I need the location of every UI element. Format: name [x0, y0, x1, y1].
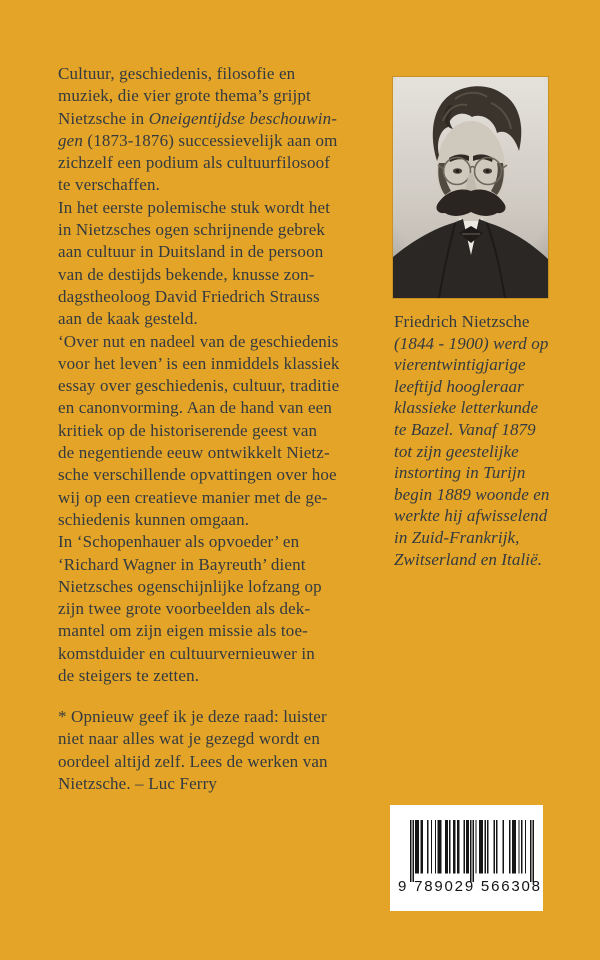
text-line: instorting in Turijn: [394, 463, 526, 483]
text-line: oordeel altijd zelf. Lees de werken van: [58, 751, 328, 771]
text-line: van de destijds bekende, knusse zon-: [58, 264, 315, 284]
text-line: wij op een creatieve manier met de ge-: [58, 487, 328, 507]
barcode-number: 9 789029 566308: [398, 878, 542, 895]
text-line: werkte hij afwisselend: [394, 506, 548, 526]
text-line: muziek, die vier grote thema’s grijpt: [58, 86, 311, 106]
portrait-illustration: [393, 77, 548, 298]
text-line: kritiek op de historiserende geest van: [58, 420, 318, 440]
text-line: schiedenis kunnen omgaan.: [58, 509, 250, 529]
pupil-left: [456, 169, 460, 173]
text-line: in Nietzsches ogen schrijnende gebrek: [58, 220, 326, 240]
text-line: essay over geschiedenis, cultuur, traditie: [58, 376, 340, 396]
text-line: vierentwintigjarige: [394, 355, 526, 375]
text-line: voor het leven’ is een inmiddels klassiek: [58, 353, 340, 373]
text-line: leeftijd hoogleraar: [394, 376, 524, 396]
text-line: te Bazel. Vanaf 1879: [394, 419, 536, 439]
pupil-right: [486, 169, 490, 173]
barcode-bars: [410, 820, 534, 882]
text-line: de negentiende eeuw ontwikkelt Nietz-: [58, 443, 330, 463]
barcode: [390, 805, 543, 911]
text-line: aan de kaak gesteld.: [58, 309, 198, 329]
blurb-text: [58, 63, 340, 687]
text-line: Nietzsches ogenschijnlijke lofzang op: [58, 576, 322, 596]
text-line: in Zuid-Frankrijk,: [394, 527, 520, 547]
text-line: tot zijn geestelijke: [394, 441, 519, 461]
text-line: ‘Over nut en nadeel van de geschiedenis: [58, 331, 339, 351]
text-line: In het eerste polemische stuk wordt het: [58, 197, 331, 217]
text-line: klassieke letterkunde: [394, 398, 539, 418]
text-line: mantel om zijn eigen missie als toe-: [58, 621, 308, 641]
text-line: de steigers te zetten.: [58, 666, 200, 686]
text-line: Cultuur, geschiedenis, filosofie en: [58, 64, 296, 83]
text-line: komstduider en cultuurvernieuwer in: [58, 643, 315, 663]
nietzsche-portrait-photo: [393, 77, 548, 298]
text-line: * Opnieuw geef ik je deze raad: luister: [58, 707, 327, 726]
text-line: te verschaffen.: [58, 175, 160, 195]
text-line: In ‘Schopenhauer als opvoeder’ en: [58, 532, 300, 552]
text-line: gen (1873-1876) successievelijk aan om: [58, 130, 338, 150]
text-line: Zwitserland en Italië.: [394, 549, 543, 569]
text-line: Nietzsche. – Luc Ferry: [58, 773, 218, 793]
text-line: niet naar alles wat je gezegd wordt en: [58, 729, 321, 749]
text-line: zijn twee grote voorbeelden als dek-: [58, 599, 311, 619]
text-line: sche verschillende opvattingen over hoe: [58, 465, 337, 485]
text-line: ‘Richard Wagner in Bayreuth’ dient: [58, 554, 306, 574]
text-line: Friedrich Nietzsche: [394, 312, 530, 331]
text-line: Nietzsche in Oneigentijdse beschouwin-: [58, 108, 338, 128]
text-line: begin 1889 woonde en: [394, 484, 550, 504]
text-line: zichzelf een podium als cultuurfilosoof: [58, 153, 331, 173]
text-line: (1844 - 1900) werd op: [394, 333, 549, 353]
text-line: dagstheoloog David Friedrich Strauss: [58, 286, 320, 306]
text-line: aan cultuur in Duitsland in de persoon: [58, 242, 324, 262]
author-bio: [394, 311, 564, 570]
quote-footnote: [58, 706, 328, 795]
text-line: en canonvorming. Aan de hand van een: [58, 398, 333, 418]
